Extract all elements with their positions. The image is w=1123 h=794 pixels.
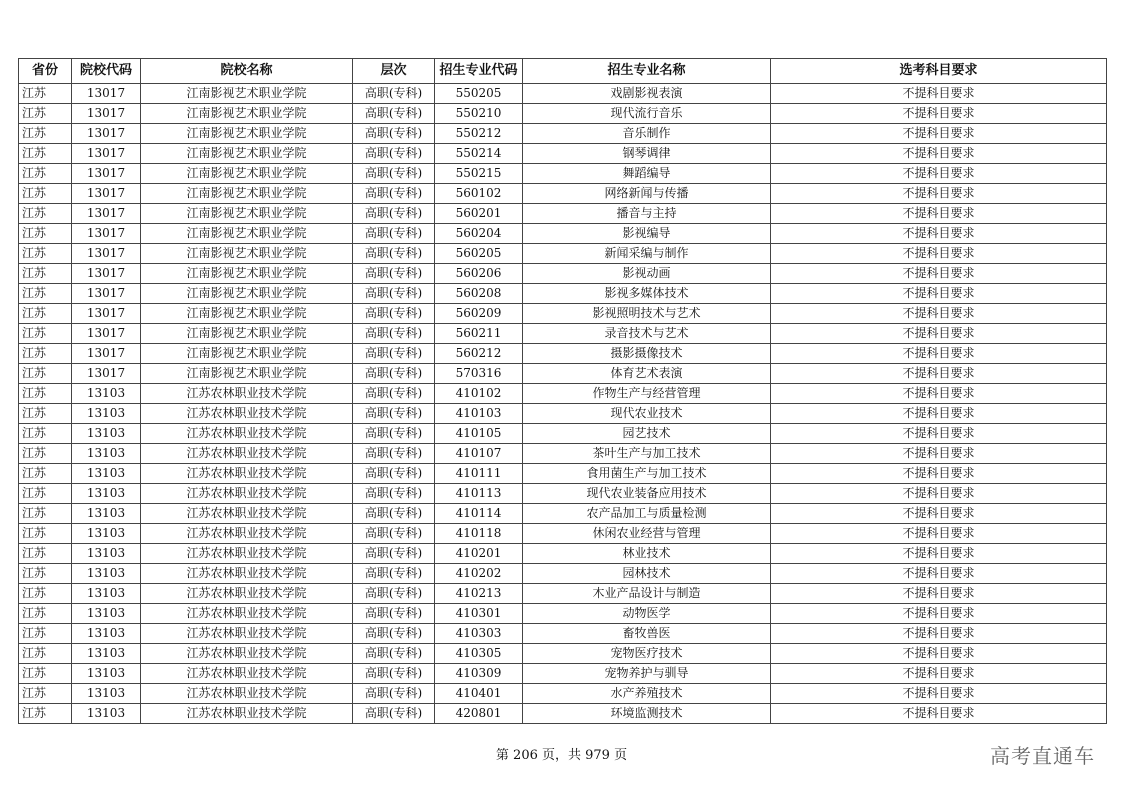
- cell-province: 江苏: [19, 644, 72, 664]
- cell-school-name: 江苏农林职业技术学院: [141, 404, 353, 424]
- cell-major-code: 410202: [435, 564, 523, 584]
- cell-level: 高职(专科): [353, 444, 435, 464]
- table-row: [19, 264, 1107, 284]
- cell-subject-requirement: 不提科目要求: [771, 84, 1107, 104]
- cell-subject-requirement: 不提科目要求: [771, 164, 1107, 184]
- cell-school-code: 13103: [72, 564, 141, 584]
- cell-subject-requirement: 不提科目要求: [771, 584, 1107, 604]
- cell-school-name: 江南影视艺术职业学院: [141, 344, 353, 364]
- cell-school-code: 13103: [72, 704, 141, 724]
- cell-province: 江苏: [19, 324, 72, 344]
- table-header-row: [19, 59, 1107, 84]
- cell-major-name: 休闲农业经营与管理: [523, 524, 771, 544]
- cell-school-code: 13103: [72, 444, 141, 464]
- cell-major-code: 410201: [435, 544, 523, 564]
- table-row: [19, 364, 1107, 384]
- cell-major-code: 410118: [435, 524, 523, 544]
- cell-school-name: 江南影视艺术职业学院: [141, 204, 353, 224]
- header-school-name: 院校名称: [141, 59, 353, 84]
- cell-level: 高职(专科): [353, 504, 435, 524]
- cell-subject-requirement: 不提科目要求: [771, 324, 1107, 344]
- cell-subject-requirement: 不提科目要求: [771, 564, 1107, 584]
- cell-province: 江苏: [19, 664, 72, 684]
- cell-province: 江苏: [19, 384, 72, 404]
- cell-province: 江苏: [19, 364, 72, 384]
- table-row: [19, 184, 1107, 204]
- cell-major-code: 550212: [435, 124, 523, 144]
- table-row: [19, 204, 1107, 224]
- header-subject-requirement: 选考科目要求: [771, 59, 1107, 84]
- cell-province: 江苏: [19, 484, 72, 504]
- cell-school-code: 13103: [72, 584, 141, 604]
- cell-major-code: 560209: [435, 304, 523, 324]
- cell-subject-requirement: 不提科目要求: [771, 644, 1107, 664]
- cell-subject-requirement: 不提科目要求: [771, 124, 1107, 144]
- cell-major-code: 570316: [435, 364, 523, 384]
- cell-school-name: 江南影视艺术职业学院: [141, 284, 353, 304]
- cell-subject-requirement: 不提科目要求: [771, 224, 1107, 244]
- watermark: 高考直通车: [990, 744, 1095, 768]
- cell-level: 高职(专科): [353, 484, 435, 504]
- cell-level: 高职(专科): [353, 704, 435, 724]
- cell-subject-requirement: 不提科目要求: [771, 304, 1107, 324]
- cell-school-code: 13017: [72, 104, 141, 124]
- table-row: [19, 684, 1107, 704]
- cell-major-name: 网络新闻与传播: [523, 184, 771, 204]
- cell-major-name: 茶叶生产与加工技术: [523, 444, 771, 464]
- cell-school-name: 江南影视艺术职业学院: [141, 184, 353, 204]
- cell-major-code: 560102: [435, 184, 523, 204]
- cell-major-name: 影视编导: [523, 224, 771, 244]
- cell-province: 江苏: [19, 344, 72, 364]
- cell-school-code: 13017: [72, 164, 141, 184]
- cell-major-name: 现代农业技术: [523, 404, 771, 424]
- cell-level: 高职(专科): [353, 464, 435, 484]
- table-row: [19, 544, 1107, 564]
- cell-school-name: 江南影视艺术职业学院: [141, 244, 353, 264]
- table-row: [19, 604, 1107, 624]
- cell-major-name: 钢琴调律: [523, 144, 771, 164]
- cell-major-name: 音乐制作: [523, 124, 771, 144]
- cell-province: 江苏: [19, 104, 72, 124]
- cell-province: 江苏: [19, 684, 72, 704]
- cell-school-name: 江苏农林职业技术学院: [141, 704, 353, 724]
- cell-school-name: 江苏农林职业技术学院: [141, 444, 353, 464]
- cell-major-code: 550210: [435, 104, 523, 124]
- cell-school-name: 江苏农林职业技术学院: [141, 544, 353, 564]
- cell-major-name: 宠物养护与驯导: [523, 664, 771, 684]
- cell-major-code: 560204: [435, 224, 523, 244]
- cell-subject-requirement: 不提科目要求: [771, 284, 1107, 304]
- cell-province: 江苏: [19, 604, 72, 624]
- cell-major-code: 560212: [435, 344, 523, 364]
- cell-province: 江苏: [19, 544, 72, 564]
- cell-school-code: 13103: [72, 404, 141, 424]
- cell-school-name: 江南影视艺术职业学院: [141, 264, 353, 284]
- cell-major-name: 水产养殖技术: [523, 684, 771, 704]
- admission-table: [18, 58, 1107, 724]
- cell-subject-requirement: 不提科目要求: [771, 344, 1107, 364]
- cell-major-name: 动物医学: [523, 604, 771, 624]
- cell-province: 江苏: [19, 124, 72, 144]
- cell-school-code: 13017: [72, 304, 141, 324]
- header-level: 层次: [353, 59, 435, 84]
- cell-school-code: 13103: [72, 604, 141, 624]
- cell-school-name: 江苏农林职业技术学院: [141, 684, 353, 704]
- cell-major-code: 550214: [435, 144, 523, 164]
- cell-major-name: 现代农业装备应用技术: [523, 484, 771, 504]
- table-row: [19, 304, 1107, 324]
- cell-major-code: 560208: [435, 284, 523, 304]
- cell-major-code: 550205: [435, 84, 523, 104]
- cell-province: 江苏: [19, 504, 72, 524]
- cell-school-name: 江苏农林职业技术学院: [141, 424, 353, 444]
- cell-school-code: 13017: [72, 344, 141, 364]
- cell-subject-requirement: 不提科目要求: [771, 104, 1107, 124]
- cell-school-name: 江南影视艺术职业学院: [141, 84, 353, 104]
- cell-subject-requirement: 不提科目要求: [771, 404, 1107, 424]
- cell-school-code: 13103: [72, 504, 141, 524]
- cell-major-code: 560201: [435, 204, 523, 224]
- cell-major-code: 420801: [435, 704, 523, 724]
- cell-school-name: 江南影视艺术职业学院: [141, 124, 353, 144]
- header-major-code: 招生专业代码: [435, 59, 523, 84]
- cell-province: 江苏: [19, 184, 72, 204]
- cell-school-code: 13017: [72, 284, 141, 304]
- cell-school-name: 江南影视艺术职业学院: [141, 144, 353, 164]
- cell-school-code: 13103: [72, 624, 141, 644]
- cell-major-name: 园艺技术: [523, 424, 771, 444]
- table-row: [19, 524, 1107, 544]
- cell-major-name: 影视照明技术与艺术: [523, 304, 771, 324]
- cell-subject-requirement: 不提科目要求: [771, 144, 1107, 164]
- cell-level: 高职(专科): [353, 364, 435, 384]
- cell-subject-requirement: 不提科目要求: [771, 704, 1107, 724]
- cell-school-name: 江苏农林职业技术学院: [141, 464, 353, 484]
- cell-level: 高职(专科): [353, 604, 435, 624]
- cell-school-name: 江苏农林职业技术学院: [141, 644, 353, 664]
- cell-level: 高职(专科): [353, 244, 435, 264]
- cell-major-name: 环境监测技术: [523, 704, 771, 724]
- cell-province: 江苏: [19, 564, 72, 584]
- cell-province: 江苏: [19, 624, 72, 644]
- table-row: [19, 144, 1107, 164]
- cell-major-name: 体育艺术表演: [523, 364, 771, 384]
- cell-major-name: 舞蹈编导: [523, 164, 771, 184]
- cell-province: 江苏: [19, 164, 72, 184]
- cell-major-name: 影视多媒体技术: [523, 284, 771, 304]
- cell-school-name: 江南影视艺术职业学院: [141, 324, 353, 344]
- cell-province: 江苏: [19, 464, 72, 484]
- table-row: [19, 484, 1107, 504]
- cell-school-code: 13017: [72, 204, 141, 224]
- table-row: [19, 164, 1107, 184]
- cell-major-code: 410102: [435, 384, 523, 404]
- table-row: [19, 284, 1107, 304]
- cell-major-name: 园林技术: [523, 564, 771, 584]
- cell-subject-requirement: 不提科目要求: [771, 244, 1107, 264]
- cell-subject-requirement: 不提科目要求: [771, 364, 1107, 384]
- cell-major-code: 410401: [435, 684, 523, 704]
- cell-subject-requirement: 不提科目要求: [771, 484, 1107, 504]
- cell-level: 高职(专科): [353, 164, 435, 184]
- cell-school-name: 江苏农林职业技术学院: [141, 504, 353, 524]
- cell-school-code: 13017: [72, 144, 141, 164]
- cell-major-code: 410213: [435, 584, 523, 604]
- cell-subject-requirement: 不提科目要求: [771, 524, 1107, 544]
- cell-school-code: 13017: [72, 264, 141, 284]
- cell-major-code: 410111: [435, 464, 523, 484]
- cell-province: 江苏: [19, 404, 72, 424]
- cell-major-name: 畜牧兽医: [523, 624, 771, 644]
- header-major-name: 招生专业名称: [523, 59, 771, 84]
- cell-level: 高职(专科): [353, 564, 435, 584]
- table-row: [19, 504, 1107, 524]
- cell-school-code: 13017: [72, 184, 141, 204]
- table-row: [19, 444, 1107, 464]
- cell-major-name: 戏剧影视表演: [523, 84, 771, 104]
- cell-school-name: 江苏农林职业技术学院: [141, 664, 353, 684]
- cell-subject-requirement: 不提科目要求: [771, 604, 1107, 624]
- cell-school-code: 13103: [72, 644, 141, 664]
- cell-major-code: 410114: [435, 504, 523, 524]
- cell-school-name: 江苏农林职业技术学院: [141, 524, 353, 544]
- cell-school-name: 江南影视艺术职业学院: [141, 364, 353, 384]
- cell-major-code: 410303: [435, 624, 523, 644]
- cell-province: 江苏: [19, 524, 72, 544]
- cell-level: 高职(专科): [353, 284, 435, 304]
- cell-school-code: 13017: [72, 364, 141, 384]
- cell-major-name: 新闻采编与制作: [523, 244, 771, 264]
- cell-school-code: 13017: [72, 244, 141, 264]
- cell-major-code: 410103: [435, 404, 523, 424]
- cell-province: 江苏: [19, 584, 72, 604]
- table-row: [19, 664, 1107, 684]
- cell-province: 江苏: [19, 84, 72, 104]
- cell-major-code: 560205: [435, 244, 523, 264]
- cell-province: 江苏: [19, 264, 72, 284]
- table-row: [19, 84, 1107, 104]
- cell-province: 江苏: [19, 204, 72, 224]
- cell-level: 高职(专科): [353, 104, 435, 124]
- cell-level: 高职(专科): [353, 264, 435, 284]
- cell-level: 高职(专科): [353, 624, 435, 644]
- cell-major-code: 560211: [435, 324, 523, 344]
- cell-school-code: 13017: [72, 324, 141, 344]
- header-school-code: 院校代码: [72, 59, 141, 84]
- cell-level: 高职(专科): [353, 224, 435, 244]
- cell-major-name: 影视动画: [523, 264, 771, 284]
- table-row: [19, 124, 1107, 144]
- cell-level: 高职(专科): [353, 544, 435, 564]
- table-row: [19, 644, 1107, 664]
- cell-school-code: 13103: [72, 664, 141, 684]
- table-row: [19, 324, 1107, 344]
- cell-major-name: 播音与主持: [523, 204, 771, 224]
- cell-level: 高职(专科): [353, 584, 435, 604]
- cell-province: 江苏: [19, 144, 72, 164]
- table-row: [19, 624, 1107, 644]
- table-row: [19, 224, 1107, 244]
- cell-province: 江苏: [19, 224, 72, 244]
- cell-subject-requirement: 不提科目要求: [771, 464, 1107, 484]
- cell-subject-requirement: 不提科目要求: [771, 204, 1107, 224]
- cell-major-name: 现代流行音乐: [523, 104, 771, 124]
- cell-major-code: 550215: [435, 164, 523, 184]
- table-row: [19, 404, 1107, 424]
- cell-major-name: 作物生产与经营管理: [523, 384, 771, 404]
- cell-level: 高职(专科): [353, 404, 435, 424]
- cell-school-code: 13103: [72, 544, 141, 564]
- cell-school-name: 江苏农林职业技术学院: [141, 484, 353, 504]
- cell-level: 高职(专科): [353, 664, 435, 684]
- cell-province: 江苏: [19, 304, 72, 324]
- cell-major-name: 食用菌生产与加工技术: [523, 464, 771, 484]
- cell-school-code: 13103: [72, 524, 141, 544]
- cell-subject-requirement: 不提科目要求: [771, 684, 1107, 704]
- cell-major-code: 410301: [435, 604, 523, 624]
- cell-school-code: 13103: [72, 684, 141, 704]
- cell-major-name: 农产品加工与质量检测: [523, 504, 771, 524]
- cell-school-name: 江苏农林职业技术学院: [141, 604, 353, 624]
- cell-major-name: 录音技术与艺术: [523, 324, 771, 344]
- cell-school-name: 江苏农林职业技术学院: [141, 384, 353, 404]
- table-row: [19, 464, 1107, 484]
- cell-school-name: 江南影视艺术职业学院: [141, 224, 353, 244]
- cell-level: 高职(专科): [353, 144, 435, 164]
- table-row: [19, 704, 1107, 724]
- cell-school-name: 江南影视艺术职业学院: [141, 164, 353, 184]
- table-row: [19, 424, 1107, 444]
- cell-province: 江苏: [19, 704, 72, 724]
- cell-level: 高职(专科): [353, 124, 435, 144]
- table-row: [19, 564, 1107, 584]
- header-province: 省份: [19, 59, 72, 84]
- cell-level: 高职(专科): [353, 644, 435, 664]
- table-row: [19, 584, 1107, 604]
- cell-school-name: 江南影视艺术职业学院: [141, 304, 353, 324]
- cell-subject-requirement: 不提科目要求: [771, 184, 1107, 204]
- cell-major-code: 410309: [435, 664, 523, 684]
- cell-major-name: 木业产品设计与制造: [523, 584, 771, 604]
- cell-subject-requirement: 不提科目要求: [771, 544, 1107, 564]
- cell-school-name: 江苏农林职业技术学院: [141, 564, 353, 584]
- cell-school-code: 13103: [72, 484, 141, 504]
- cell-level: 高职(专科): [353, 324, 435, 344]
- cell-major-code: 410105: [435, 424, 523, 444]
- cell-level: 高职(专科): [353, 684, 435, 704]
- cell-major-name: 林业技术: [523, 544, 771, 564]
- cell-major-name: 宠物医疗技术: [523, 644, 771, 664]
- cell-subject-requirement: 不提科目要求: [771, 424, 1107, 444]
- page-number: 第 206 页，共 979 页: [495, 748, 628, 763]
- cell-school-code: 13103: [72, 424, 141, 444]
- cell-major-name: 摄影摄像技术: [523, 344, 771, 364]
- cell-subject-requirement: 不提科目要求: [771, 664, 1107, 684]
- cell-level: 高职(专科): [353, 424, 435, 444]
- cell-subject-requirement: 不提科目要求: [771, 384, 1107, 404]
- cell-school-code: 13017: [72, 84, 141, 104]
- table-row: [19, 104, 1107, 124]
- cell-school-code: 13017: [72, 224, 141, 244]
- cell-level: 高职(专科): [353, 204, 435, 224]
- cell-level: 高职(专科): [353, 304, 435, 324]
- cell-school-code: 13103: [72, 384, 141, 404]
- cell-subject-requirement: 不提科目要求: [771, 444, 1107, 464]
- cell-subject-requirement: 不提科目要求: [771, 504, 1107, 524]
- cell-major-code: 410107: [435, 444, 523, 464]
- cell-school-name: 江南影视艺术职业学院: [141, 104, 353, 124]
- cell-school-name: 江苏农林职业技术学院: [141, 624, 353, 644]
- table-row: [19, 384, 1107, 404]
- cell-province: 江苏: [19, 284, 72, 304]
- cell-level: 高职(专科): [353, 384, 435, 404]
- cell-subject-requirement: 不提科目要求: [771, 264, 1107, 284]
- table-body: [19, 84, 1107, 724]
- cell-subject-requirement: 不提科目要求: [771, 624, 1107, 644]
- cell-school-name: 江苏农林职业技术学院: [141, 584, 353, 604]
- cell-major-code: 410305: [435, 644, 523, 664]
- cell-major-code: 560206: [435, 264, 523, 284]
- cell-level: 高职(专科): [353, 344, 435, 364]
- cell-province: 江苏: [19, 444, 72, 464]
- table-row: [19, 344, 1107, 364]
- cell-province: 江苏: [19, 244, 72, 264]
- cell-province: 江苏: [19, 424, 72, 444]
- cell-major-code: 410113: [435, 484, 523, 504]
- cell-level: 高职(专科): [353, 184, 435, 204]
- cell-level: 高职(专科): [353, 84, 435, 104]
- cell-school-code: 13103: [72, 464, 141, 484]
- cell-level: 高职(专科): [353, 524, 435, 544]
- cell-school-code: 13017: [72, 124, 141, 144]
- table-row: [19, 244, 1107, 264]
